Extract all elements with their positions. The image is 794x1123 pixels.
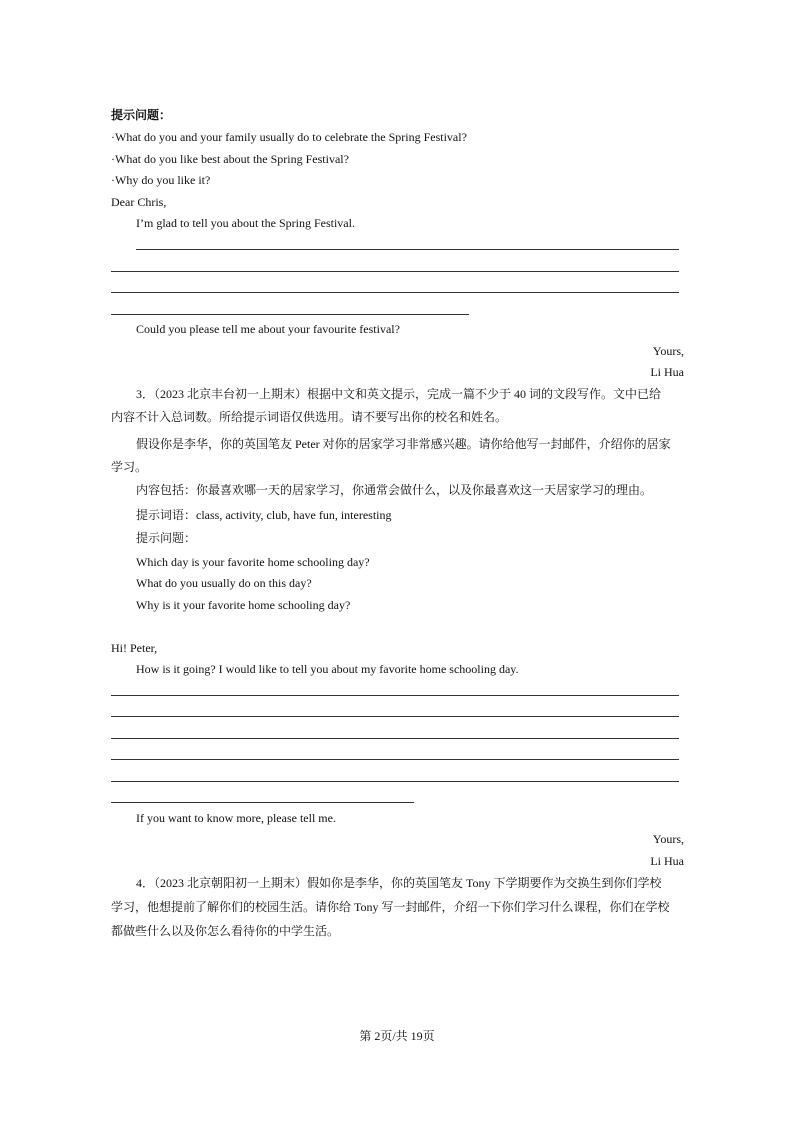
q3-intro-line-1: 3．（2023 北京丰台初一上期末）根据中文和英文提示，完成一篇不少于 40 词的文段写作。文中已给 [136, 387, 662, 401]
q3-content-requirements: 内容包括：你最喜欢哪一天的居家学习，你通常会做什么，以及你最喜欢这一天居家学习的理由。 [136, 483, 653, 497]
q4-line-2: 学习，他想提前了解你们的校园生活。请你给 Tony 写一封邮件，介绍一下你们学习什么课程，你们在学校 [111, 900, 670, 914]
q2-closing-question: Could you please tell me about your favourite festival? [136, 322, 400, 336]
q2-sign-off: Yours, [652, 344, 684, 358]
q2-question-1: ·What do you and your family usually do to celebrate the Spring Festival? [111, 130, 467, 144]
q2-opening-sentence: I’m glad to tell you about the Spring Festival. [136, 216, 355, 230]
q3-question-1: Which day is your favorite home schooling day? [136, 555, 370, 569]
q3-keywords: 提示词语：class, activity, club, have fun, interesting [136, 508, 392, 522]
q3-scenario-line-2: 学习。 [111, 460, 148, 474]
q2-writing-line-3[interactable] [111, 292, 679, 293]
q3-opening-sentence: How is it going? I would like to tell you about my favorite home schooling day. [136, 662, 519, 676]
q3-salutation: Hi! Peter, [111, 641, 158, 655]
q2-writing-line-2[interactable] [111, 271, 679, 272]
q3-writing-line-4[interactable] [111, 759, 679, 760]
q3-writing-line-5[interactable] [111, 781, 679, 782]
page-number: 第 2页/共 19页 [359, 1029, 435, 1043]
q3-writing-line-2[interactable] [111, 716, 679, 717]
q4-line-3: 都做些什么以及你怎么看待你的中学生活。 [111, 924, 340, 938]
q2-signature: Li Hua [650, 365, 684, 379]
q2-salutation: Dear Chris, [111, 195, 167, 209]
q3-intro-line-2: 内容不计入总词数。所给提示词语仅供选用。请不要写出你的校名和姓名。 [111, 410, 508, 424]
q3-sign-off: Yours, [652, 832, 684, 846]
q3-writing-line-3[interactable] [111, 738, 679, 739]
q2-writing-line-4[interactable] [111, 314, 469, 315]
q3-signature: Li Hua [650, 854, 684, 868]
q2-question-3: ·Why do you like it? [111, 173, 211, 187]
q3-closing-sentence: If you want to know more, please tell me. [136, 811, 336, 825]
q3-writing-line-6[interactable] [111, 802, 414, 803]
q4-line-1: 4．（2023 北京朝阳初一上期末）假如你是李华，你的英国笔友 Tony 下学期要作为交换生到你们学校 [136, 876, 662, 890]
q2-writing-line-1[interactable] [136, 249, 679, 250]
q3-scenario-line-1: 假设你是李华，你的英国笔友 Peter 对你的居家学习非常感兴趣。请你给他写一封邮件，介绍你的居家 [136, 437, 671, 451]
q2-prompt-heading: 提示问题： [111, 108, 172, 122]
q3-writing-line-1[interactable] [111, 695, 679, 696]
q2-question-2: ·What do you like best about the Spring Festival? [111, 152, 349, 166]
q3-prompt-heading: 提示问题： [136, 531, 197, 545]
q3-question-3: Why is it your favorite home schooling day? [136, 598, 351, 612]
q3-question-2: What do you usually do on this day? [136, 576, 312, 590]
